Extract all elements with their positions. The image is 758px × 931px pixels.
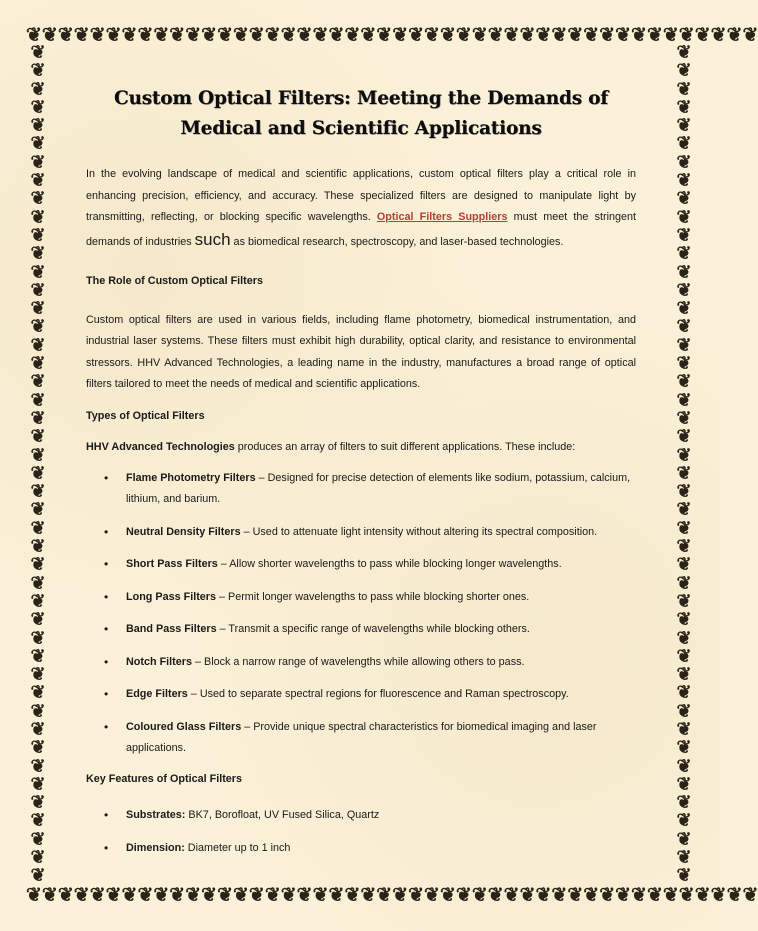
list-item bbox=[86, 652, 636, 674]
list-item bbox=[86, 522, 636, 544]
border-ornament-icon: ❦ bbox=[30, 572, 46, 594]
list-item bbox=[86, 587, 636, 609]
border-ornament-icon: ❦ bbox=[676, 78, 692, 100]
border-ornament-icon: ❦ bbox=[408, 24, 425, 46]
border-ornament-icon: ❦ bbox=[328, 24, 345, 46]
border-ornament-icon: ❦ bbox=[676, 133, 692, 155]
border-ornament-icon: ❦ bbox=[676, 426, 692, 448]
border-ornament-icon: ❦ bbox=[694, 24, 711, 46]
border-ornament-icon: ❦ bbox=[41, 884, 58, 906]
border-ornament-icon: ❦ bbox=[519, 24, 536, 46]
border-ornament-icon: ❦ bbox=[30, 334, 46, 356]
border-ornament-icon: ❦ bbox=[676, 590, 692, 612]
border-ornament-icon: ❦ bbox=[137, 24, 154, 46]
border-ornament-icon: ❦ bbox=[57, 24, 74, 46]
title-line-2: Medical and Scientific Applications bbox=[180, 118, 542, 139]
border-ornament-icon: ❦ bbox=[30, 627, 46, 649]
border-ornament-icon: ❦ bbox=[376, 884, 393, 906]
border-ornament-icon: ❦ bbox=[30, 499, 46, 521]
border-ornament-icon: ❦ bbox=[312, 24, 329, 46]
title-line-1: Custom Optical Filters: Meeting the Demands of bbox=[113, 88, 609, 109]
border-ornament-icon: ❦ bbox=[232, 24, 249, 46]
list-item-desc: – Provide unique spectral characteristics for biomedical imaging and laser applications. bbox=[126, 720, 597, 754]
border-ornament-icon: ❦ bbox=[503, 24, 520, 46]
border-ornament-icon: ❦ bbox=[30, 755, 46, 777]
border-ornament-icon: ❦ bbox=[30, 353, 46, 375]
border-ornament-icon: ❦ bbox=[615, 884, 632, 906]
border-ornament-icon: ❦ bbox=[676, 627, 692, 649]
border-ornament-icon: ❦ bbox=[676, 407, 692, 429]
border-ornament-icon: ❦ bbox=[30, 243, 46, 265]
border-ornament-icon: ❦ bbox=[30, 865, 46, 887]
border-ornament-icon: ❦ bbox=[676, 279, 692, 301]
border-ornament-icon: ❦ bbox=[73, 24, 90, 46]
border-ornament-icon: ❦ bbox=[439, 884, 456, 906]
border-ornament-icon: ❦ bbox=[30, 298, 46, 320]
border-ornament-icon: ❦ bbox=[264, 24, 281, 46]
features-list bbox=[86, 805, 636, 859]
border-ornament-icon: ❦ bbox=[30, 407, 46, 429]
border-ornament-icon: ❦ bbox=[676, 810, 692, 832]
border-ornament-icon: ❦ bbox=[392, 24, 409, 46]
border-ornament-icon: ❦ bbox=[676, 481, 692, 503]
border-ornament-icon: ❦ bbox=[296, 884, 313, 906]
border-ornament-icon: ❦ bbox=[676, 224, 692, 246]
border-ornament-icon: ❦ bbox=[487, 24, 504, 46]
list-item-title: Band Pass Filters bbox=[126, 623, 217, 635]
border-ornament-icon: ❦ bbox=[217, 24, 233, 46]
border-ornament-icon: ❦ bbox=[676, 865, 692, 887]
border-ornament-icon: ❦ bbox=[676, 96, 692, 118]
border-ornament-icon: ❦ bbox=[30, 481, 46, 503]
border-ornament-icon: ❦ bbox=[169, 884, 186, 906]
border-ornament-icon: ❦ bbox=[676, 353, 692, 375]
border-ornament-icon: ❦ bbox=[662, 24, 679, 46]
border-ornament-icon: ❦ bbox=[676, 206, 692, 228]
border-ornament-icon: ❦ bbox=[30, 206, 46, 228]
border-ornament-icon: ❦ bbox=[217, 884, 233, 906]
list-item-title: Edge Filters bbox=[126, 688, 188, 700]
border-ornament-icon: ❦ bbox=[676, 645, 692, 667]
border-ornament-icon: ❦ bbox=[30, 279, 46, 301]
border-ornament-icon: ❦ bbox=[296, 24, 313, 46]
border-ornament-icon: ❦ bbox=[535, 24, 552, 46]
border-ornament-icon: ❦ bbox=[30, 188, 46, 210]
border-ornament-icon: ❦ bbox=[710, 24, 727, 46]
border-ornament-icon: ❦ bbox=[360, 884, 377, 906]
border-ornament-icon: ❦ bbox=[30, 554, 46, 576]
border-ornament-icon: ❦ bbox=[583, 24, 600, 46]
border-ornament-icon: ❦ bbox=[676, 444, 692, 466]
page-title bbox=[86, 84, 636, 144]
document-body bbox=[86, 84, 636, 859]
list-item-title: Notch Filters bbox=[126, 655, 192, 668]
list-item-title: Long Pass Filters bbox=[126, 590, 216, 603]
border-ornament-icon: ❦ bbox=[424, 24, 440, 46]
border-ornament-icon: ❦ bbox=[248, 884, 265, 906]
border-ornament-icon: ❦ bbox=[30, 737, 46, 759]
border-ornament-icon: ❦ bbox=[710, 884, 727, 906]
border-ornament-icon: ❦ bbox=[30, 60, 46, 82]
border-ornament-icon: ❦ bbox=[676, 847, 692, 869]
border-ornament-icon: ❦ bbox=[424, 884, 440, 906]
border-ornament-icon: ❦ bbox=[344, 884, 361, 906]
border-ornament-icon: ❦ bbox=[646, 884, 663, 906]
border-ornament-icon: ❦ bbox=[30, 773, 46, 795]
border-ornament-icon: ❦ bbox=[169, 24, 186, 46]
border-ornament-icon: ❦ bbox=[471, 884, 488, 906]
border-ornament-icon: ❦ bbox=[676, 682, 692, 704]
border-ornament-icon: ❦ bbox=[646, 24, 663, 46]
list-item-desc: – Used to separate spectral regions for fluorescence and Raman spectroscopy. bbox=[187, 688, 569, 700]
border-ornament-icon: ❦ bbox=[408, 884, 425, 906]
border-ornament-icon: ❦ bbox=[30, 371, 46, 393]
list-item-desc: – Block a narrow range of wavelengths while allowing others to pass. bbox=[192, 655, 525, 668]
border-ornament-icon: ❦ bbox=[360, 24, 377, 46]
border-ornament-icon: ❦ bbox=[676, 115, 692, 137]
border-ornament-icon: ❦ bbox=[455, 24, 472, 46]
border-ornament-icon: ❦ bbox=[676, 792, 692, 814]
border-ornament-icon: ❦ bbox=[567, 24, 584, 46]
border-ornament-icon: ❦ bbox=[105, 884, 122, 906]
border-ornament-icon: ❦ bbox=[57, 884, 74, 906]
border-ornament-icon: ❦ bbox=[30, 426, 46, 448]
border-ornament-icon: ❦ bbox=[676, 664, 692, 686]
border-ornament-icon: ❦ bbox=[676, 536, 692, 558]
role-paragraph: Custom optical filters are used in various fields, including flame photometry, biomedical instrumentation, and industrial laser systems. These filters must exhibit high durability, optical clarity, and resistance to environmental stressors. HHV Advanced Technologies, a leading name in the industry, manufactures a broad range of optical filters tailored to meet the needs of medical and scientific applications. bbox=[86, 313, 636, 390]
types-intro-text: produces an array of filters to suit different applications. These include: bbox=[234, 441, 576, 453]
border-ornament-icon: ❦ bbox=[30, 590, 46, 612]
border-ornament-icon: ❦ bbox=[676, 462, 692, 484]
decorative-border-left bbox=[28, 44, 48, 886]
border-ornament-icon: ❦ bbox=[676, 572, 692, 594]
border-ornament-icon: ❦ bbox=[30, 828, 46, 850]
border-ornament-icon: ❦ bbox=[615, 24, 632, 46]
border-ornament-icon: ❦ bbox=[26, 24, 42, 46]
border-ornament-icon: ❦ bbox=[676, 298, 692, 320]
border-ornament-icon: ❦ bbox=[676, 773, 692, 795]
border-ornament-icon: ❦ bbox=[30, 170, 46, 192]
intro-emphasis-word: such bbox=[194, 229, 231, 249]
border-ornament-icon: ❦ bbox=[742, 24, 758, 46]
border-ornament-icon: ❦ bbox=[676, 737, 692, 759]
border-ornament-icon: ❦ bbox=[30, 462, 46, 484]
border-ornament-icon: ❦ bbox=[726, 884, 743, 906]
border-ornament-icon: ❦ bbox=[89, 884, 106, 906]
border-ornament-icon: ❦ bbox=[328, 884, 345, 906]
section-heading-role: The Role of Custom Optical Filters bbox=[86, 275, 263, 287]
border-ornament-icon: ❦ bbox=[185, 24, 202, 46]
list-item-title: Substrates: bbox=[126, 809, 186, 821]
border-ornament-icon: ❦ bbox=[30, 96, 46, 118]
intro-text-3: as biomedical research, spectroscopy, and laser-based technologies. bbox=[230, 235, 564, 248]
list-item-desc: – Transmit a specific range of wavelengths while blocking others. bbox=[216, 623, 530, 635]
optical-filters-suppliers-link[interactable]: Optical Filters Suppliers bbox=[376, 211, 508, 223]
border-ornament-icon: ❦ bbox=[599, 24, 616, 46]
border-ornament-icon: ❦ bbox=[726, 24, 743, 46]
border-ornament-icon: ❦ bbox=[30, 718, 46, 740]
border-ornament-icon: ❦ bbox=[30, 261, 46, 283]
border-ornament-icon: ❦ bbox=[676, 609, 692, 631]
border-ornament-icon: ❦ bbox=[26, 884, 42, 906]
list-item-title: Short Pass Filters bbox=[126, 558, 218, 570]
border-ornament-icon: ❦ bbox=[30, 151, 46, 173]
list-item-desc: – Allow shorter wavelengths to pass while blocking longer wavelengths. bbox=[217, 558, 562, 570]
border-ornament-icon: ❦ bbox=[376, 24, 393, 46]
border-ornament-icon: ❦ bbox=[30, 42, 46, 63]
border-ornament-icon: ❦ bbox=[471, 24, 488, 46]
border-ornament-icon: ❦ bbox=[105, 24, 122, 46]
border-ornament-icon: ❦ bbox=[487, 884, 504, 906]
border-ornament-icon: ❦ bbox=[439, 24, 456, 46]
border-ornament-icon: ❦ bbox=[121, 24, 138, 46]
border-ornament-icon: ❦ bbox=[30, 847, 46, 869]
border-ornament-icon: ❦ bbox=[742, 884, 758, 906]
list-item-desc: – Used to attenuate light intensity without altering its spectral composition. bbox=[240, 525, 598, 538]
border-ornament-icon: ❦ bbox=[153, 24, 170, 46]
border-ornament-icon: ❦ bbox=[30, 224, 46, 246]
border-ornament-icon: ❦ bbox=[676, 334, 692, 356]
list-item-desc: BK7, Borofloat, UV Fused Silica, Quartz bbox=[185, 809, 380, 821]
border-ornament-icon: ❦ bbox=[455, 884, 472, 906]
list-item-desc: – Designed for precise detection of elements like sodium, potassium, calcium, lithium, and barium. bbox=[126, 471, 631, 505]
list-item bbox=[86, 619, 636, 641]
border-ornament-icon: ❦ bbox=[392, 884, 409, 906]
border-ornament-icon: ❦ bbox=[201, 24, 218, 46]
border-ornament-icon: ❦ bbox=[73, 884, 90, 906]
border-ornament-icon: ❦ bbox=[30, 389, 46, 411]
border-ornament-icon: ❦ bbox=[678, 24, 695, 46]
border-ornament-icon: ❦ bbox=[312, 884, 329, 906]
border-ornament-icon: ❦ bbox=[599, 884, 616, 906]
border-ornament-icon: ❦ bbox=[30, 664, 46, 686]
list-item bbox=[86, 805, 636, 827]
border-ornament-icon: ❦ bbox=[121, 884, 138, 906]
border-ornament-icon: ❦ bbox=[280, 24, 297, 46]
border-ornament-icon: ❦ bbox=[30, 645, 46, 667]
border-ornament-icon: ❦ bbox=[503, 884, 520, 906]
border-ornament-icon: ❦ bbox=[30, 78, 46, 100]
border-ornament-icon: ❦ bbox=[676, 517, 692, 539]
border-ornament-icon: ❦ bbox=[89, 24, 106, 46]
border-ornament-icon: ❦ bbox=[248, 24, 265, 46]
border-ornament-icon: ❦ bbox=[676, 170, 692, 192]
border-ornament-icon: ❦ bbox=[232, 884, 249, 906]
border-ornament-icon: ❦ bbox=[676, 389, 692, 411]
intro-paragraph bbox=[86, 164, 636, 253]
decorative-border-bottom bbox=[26, 882, 758, 908]
section-heading-types: Types of Optical Filters bbox=[86, 409, 205, 422]
company-name: HHV Advanced Technologies bbox=[86, 441, 235, 453]
border-ornament-icon: ❦ bbox=[583, 884, 600, 906]
border-ornament-icon: ❦ bbox=[153, 884, 170, 906]
list-item bbox=[86, 468, 636, 511]
border-ornament-icon: ❦ bbox=[535, 884, 552, 906]
border-ornament-icon: ❦ bbox=[30, 115, 46, 137]
border-ornament-icon: ❦ bbox=[30, 536, 46, 558]
border-ornament-icon: ❦ bbox=[30, 133, 46, 155]
border-ornament-icon: ❦ bbox=[30, 792, 46, 814]
border-ornament-icon: ❦ bbox=[41, 24, 58, 46]
border-ornament-icon: ❦ bbox=[676, 554, 692, 576]
list-item-desc: Diameter up to 1 inch bbox=[184, 841, 291, 854]
list-item-title: Dimension: bbox=[126, 841, 185, 854]
border-ornament-icon: ❦ bbox=[567, 884, 584, 906]
border-ornament-icon: ❦ bbox=[676, 755, 692, 777]
list-item bbox=[86, 684, 636, 706]
border-ornament-icon: ❦ bbox=[676, 42, 692, 63]
border-ornament-icon: ❦ bbox=[676, 316, 692, 338]
intro-text-2: must meet the stringent demands of industries bbox=[86, 211, 636, 248]
border-ornament-icon: ❦ bbox=[551, 24, 568, 46]
decorative-border-right bbox=[674, 44, 694, 886]
border-ornament-icon: ❦ bbox=[676, 60, 692, 82]
border-ornament-icon: ❦ bbox=[30, 700, 46, 722]
list-item-title: Coloured Glass Filters bbox=[126, 720, 242, 733]
border-ornament-icon: ❦ bbox=[551, 884, 568, 906]
section-heading-features: Key Features of Optical Filters bbox=[86, 772, 243, 785]
border-ornament-icon: ❦ bbox=[185, 884, 202, 906]
border-ornament-icon: ❦ bbox=[676, 188, 692, 210]
border-ornament-icon: ❦ bbox=[344, 24, 361, 46]
border-ornament-icon: ❦ bbox=[662, 884, 679, 906]
border-ornament-icon: ❦ bbox=[30, 682, 46, 704]
border-ornament-icon: ❦ bbox=[676, 828, 692, 850]
border-ornament-icon: ❦ bbox=[30, 810, 46, 832]
filter-types-list bbox=[86, 468, 636, 760]
border-ornament-icon: ❦ bbox=[676, 718, 692, 740]
border-ornament-icon: ❦ bbox=[676, 261, 692, 283]
border-ornament-icon: ❦ bbox=[676, 700, 692, 722]
border-ornament-icon: ❦ bbox=[631, 884, 647, 906]
border-ornament-icon: ❦ bbox=[137, 884, 154, 906]
intro-text-1: In the evolving landscape of medical and scientific applications, custom optical filters play a critical role in enhancing precision, efficiency, and accuracy. These specialized filters are designed to manipulate light by transmitting, reflecting, or blocking specific wavelengths. bbox=[86, 168, 636, 223]
border-ornament-icon: ❦ bbox=[519, 884, 536, 906]
border-ornament-icon: ❦ bbox=[30, 316, 46, 338]
border-ornament-icon: ❦ bbox=[676, 151, 692, 173]
border-ornament-icon: ❦ bbox=[30, 517, 46, 539]
border-ornament-icon: ❦ bbox=[30, 444, 46, 466]
border-ornament-icon: ❦ bbox=[676, 371, 692, 393]
border-ornament-icon: ❦ bbox=[676, 243, 692, 265]
list-item bbox=[86, 717, 636, 760]
border-ornament-icon: ❦ bbox=[631, 24, 647, 46]
border-ornament-icon: ❦ bbox=[678, 884, 695, 906]
list-item bbox=[86, 838, 636, 860]
list-item-desc: – Permit longer wavelengths to pass while blocking shorter ones. bbox=[216, 590, 530, 603]
border-ornament-icon: ❦ bbox=[676, 499, 692, 521]
types-intro-paragraph bbox=[86, 437, 636, 459]
border-ornament-icon: ❦ bbox=[280, 884, 297, 906]
border-ornament-icon: ❦ bbox=[30, 609, 46, 631]
list-item-title: Flame Photometry Filters bbox=[126, 471, 256, 484]
decorative-border-top bbox=[26, 22, 758, 48]
border-ornament-icon: ❦ bbox=[264, 884, 281, 906]
border-ornament-icon: ❦ bbox=[201, 884, 218, 906]
list-item-title: Neutral Density Filters bbox=[126, 525, 241, 538]
border-ornament-icon: ❦ bbox=[694, 884, 711, 906]
list-item bbox=[86, 554, 636, 576]
